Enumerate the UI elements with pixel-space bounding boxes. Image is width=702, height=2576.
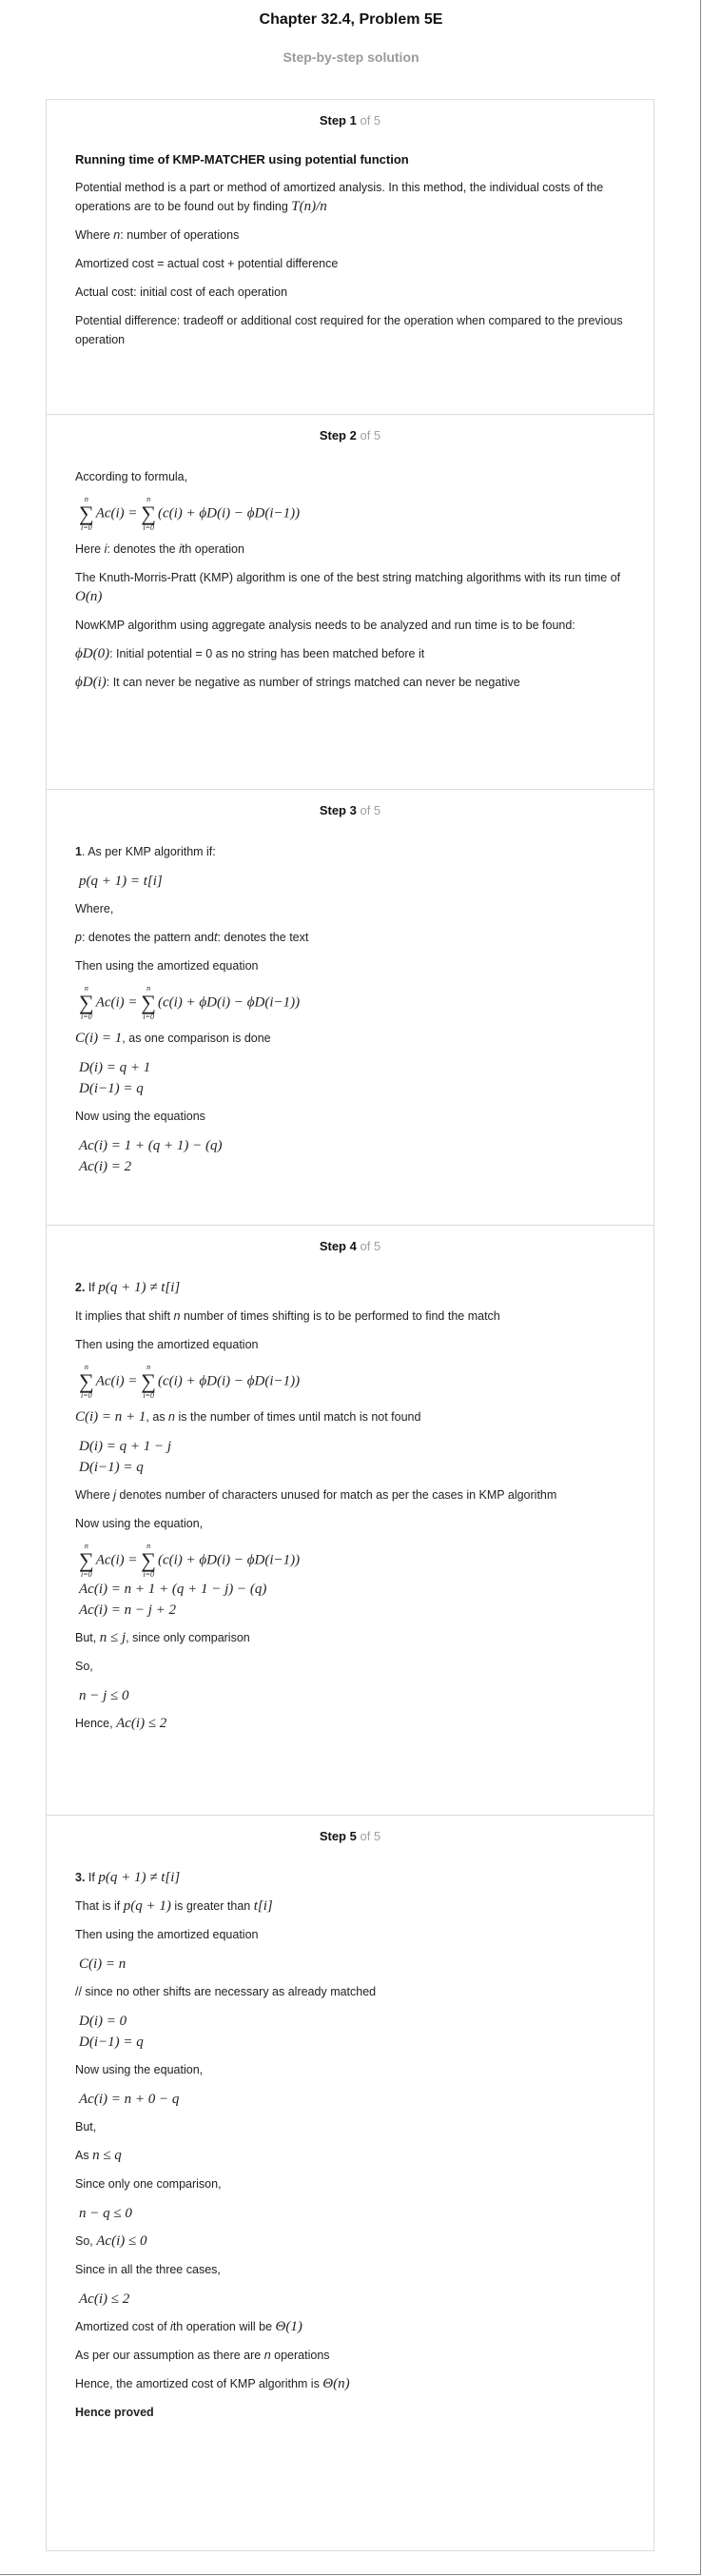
text: So,	[75, 2234, 97, 2248]
math-var: i	[170, 2320, 173, 2333]
text: As per our assumption as there are	[75, 2349, 264, 2362]
paragraph: Now using the equation,	[75, 1517, 204, 1530]
sum-symbol: n ∑ i=0	[141, 984, 156, 1021]
text: operations	[270, 2349, 330, 2362]
equation: D(i−1) = q	[79, 1081, 144, 1096]
sum-lower: i=0	[81, 1391, 92, 1400]
paragraph	[75, 1628, 625, 1647]
paragraph	[75, 1407, 625, 1426]
step-count: of 5	[360, 113, 381, 128]
step-5	[47, 1815, 653, 2550]
sum-upper: n	[84, 495, 88, 503]
paragraph	[75, 568, 625, 606]
math-var: i	[104, 542, 107, 556]
paragraph: Since in all the three cases,	[75, 2263, 221, 2276]
math: Ac(i) ≤ 0	[96, 2233, 147, 2249]
text: Where	[75, 228, 114, 242]
math-var: n	[263, 2349, 271, 2362]
sum-upper: n	[84, 1542, 88, 1550]
equation: n − j ≤ 0	[79, 1688, 129, 1703]
steps-panel	[46, 99, 654, 2551]
paragraph: // since no other shifts are necessary as already matched	[75, 1985, 377, 1998]
sum-upper: n	[84, 1363, 88, 1371]
step-header	[75, 113, 625, 128]
paragraph	[75, 644, 625, 663]
math: O(n)	[75, 589, 103, 604]
step-header	[75, 1239, 625, 1253]
sum-lower: i=0	[81, 1570, 92, 1579]
paragraph	[75, 842, 625, 861]
step-header	[75, 1829, 625, 1843]
math: (c(i) + ϕD(i) − ϕD(i−1))	[157, 994, 301, 1011]
math: Ac(i)	[95, 505, 125, 521]
sum-symbol: n ∑ i=0	[141, 495, 156, 532]
text: Here	[75, 542, 105, 556]
equation: D(i−1) = q	[79, 2035, 144, 2050]
paragraph: Then using the amortized equation	[75, 959, 259, 973]
paragraph	[75, 2146, 625, 2165]
text: That is if	[75, 1899, 124, 1913]
paragraph	[75, 1278, 625, 1297]
step-label: Step 1	[319, 113, 357, 128]
paragraph: Potential difference: tradeoff or additional cost required for the operation when compared to the previous operation	[75, 314, 623, 346]
equation: Ac(i) = 1 + (q + 1) − (q)	[79, 1138, 223, 1153]
paragraph	[75, 2346, 625, 2365]
paragraph: According to formula,	[75, 470, 188, 483]
conclusion: Hence proved	[75, 2406, 154, 2419]
section-heading: Running time of KMP-MATCHER using potential function	[75, 152, 409, 167]
equation: n ∑ i=0 Ac(i) = n ∑ i=0 (c(i) + ϕD(i) − ϕD(i−1))	[79, 984, 301, 1021]
text: But,	[75, 1631, 100, 1644]
paragraph	[75, 928, 625, 947]
step-1	[47, 100, 653, 414]
sum-lower: i=0	[143, 523, 154, 532]
math: n ≤ q	[92, 2148, 122, 2163]
text: If	[85, 1281, 99, 1294]
text: Amortized cost of	[75, 2320, 171, 2333]
text: th operation	[181, 542, 244, 556]
sum-symbol: n ∑ i=0	[79, 495, 94, 532]
text: Hence,	[75, 1717, 117, 1730]
math: (c(i) + ϕD(i) − ϕD(i−1))	[157, 505, 301, 521]
math: C(i) = 1	[75, 1031, 123, 1046]
math-var: t	[213, 931, 218, 944]
text: : denotes the	[107, 542, 180, 556]
equation: n − q ≤ 0	[79, 2206, 132, 2221]
text: Where	[75, 1488, 114, 1502]
text: , as one comparison is done	[122, 1032, 271, 1045]
math: n ≤ j	[99, 1630, 127, 1645]
equation: D(i) = q + 1	[79, 1060, 151, 1075]
text: The Knuth-Morris-Pratt (KMP) algorithm is one of the best string matching algorithms with its run time of	[75, 571, 621, 584]
equation: n ∑ i=0 Ac(i) = n ∑ i=0 (c(i) + ϕD(i) − ϕD(i−1))	[79, 495, 301, 532]
math-var: j	[113, 1488, 117, 1502]
paragraph: Where,	[75, 902, 114, 915]
step-header	[75, 428, 625, 442]
sum-upper: n	[146, 1542, 151, 1550]
paragraph	[75, 1714, 625, 1733]
math: Ac(i)	[95, 994, 125, 1011]
sum-symbol: n ∑ i=0	[79, 1542, 94, 1579]
sum-lower: i=0	[81, 1013, 92, 1021]
step-label: Step 4	[319, 1239, 357, 1253]
math-var: p	[75, 931, 82, 944]
paragraph: So,	[75, 1660, 93, 1673]
equation: Ac(i) = n + 1 + (q + 1 − j) − (q)	[79, 1582, 267, 1597]
sum-upper: n	[84, 984, 88, 993]
math: p(q + 1)	[123, 1898, 171, 1914]
paragraph: Then using the amortized equation	[75, 1928, 259, 1941]
text: 2.	[75, 1281, 86, 1294]
paragraph	[75, 1868, 625, 1887]
paragraph: Since only one comparison,	[75, 2177, 222, 2191]
text: Potential method is a part or method of amortized analysis. In this method, the individual costs of the operations are to be found out by finding	[75, 181, 604, 213]
text: : It can never be negative as number of strings matched can never be negative	[106, 676, 520, 689]
step-label: Step 5	[319, 1829, 357, 1843]
text: 3.	[75, 1871, 86, 1884]
sum-symbol: n ∑ i=0	[79, 1363, 94, 1400]
paragraph: Actual cost: initial cost of each operation	[75, 285, 288, 299]
text: 1	[75, 845, 82, 858]
sum-lower: i=0	[143, 1391, 154, 1400]
step-label: Step 2	[319, 428, 357, 442]
paragraph	[75, 1307, 625, 1326]
math: p(q + 1) ≠ t[i]	[98, 1870, 181, 1885]
equation: n ∑ i=0 Ac(i) = n ∑ i=0 (c(i) + ϕD(i) − ϕD(i−1))	[79, 1542, 301, 1579]
equation: Ac(i) ≤ 2	[79, 2291, 130, 2307]
paragraph	[75, 178, 625, 216]
equation: D(i) = 0	[79, 2014, 127, 2029]
math: p(q + 1) ≠ t[i]	[98, 1280, 181, 1295]
text: : number of operations	[120, 228, 240, 242]
sum-symbol: n ∑ i=0	[141, 1542, 156, 1579]
equation: p(q + 1) = t[i]	[79, 874, 163, 889]
text: : denotes the text	[217, 931, 309, 944]
paragraph: Now using the equation,	[75, 2063, 204, 2076]
text: As	[75, 2149, 93, 2162]
text: : Initial potential = 0 as no string has been matched before it	[109, 647, 425, 660]
sum-symbol: n ∑ i=0	[79, 984, 94, 1021]
paragraph: NowKMP algorithm using aggregate analysis needs to be analyzed and run time is to be found:	[75, 619, 575, 632]
math-var: n	[113, 228, 121, 242]
equation: Ac(i) = n + 0 − q	[79, 2092, 180, 2107]
math: Ac(i)	[95, 1552, 125, 1568]
paragraph	[75, 673, 625, 692]
paragraph	[75, 2374, 625, 2393]
equation: Ac(i) = 2	[79, 1159, 132, 1174]
sum-upper: n	[146, 1363, 151, 1371]
sum-lower: i=0	[143, 1013, 154, 1021]
math: t[i]	[253, 1898, 273, 1914]
step-2	[47, 414, 653, 789]
step-header	[75, 803, 625, 817]
math-var: n	[168, 1410, 175, 1424]
math: Θ(1)	[275, 2319, 302, 2334]
step-count: of 5	[360, 428, 381, 442]
math: ϕD(0)	[75, 646, 110, 661]
text: . As per KMP algorithm if:	[81, 845, 216, 858]
math: Ac(i)	[95, 1373, 125, 1389]
sum-upper: n	[146, 495, 151, 503]
paragraph: But,	[75, 2120, 97, 2134]
equation: C(i) = n	[79, 1957, 127, 1972]
text: : denotes the pattern and	[81, 931, 214, 944]
math-var: n	[173, 1309, 181, 1323]
math: (c(i) + ϕD(i) − ϕD(i−1))	[157, 1552, 301, 1568]
sum-symbol: n ∑ i=0	[141, 1363, 156, 1400]
text: It implies that shift	[75, 1309, 174, 1323]
math: (c(i) + ϕD(i) − ϕD(i−1))	[157, 1373, 301, 1389]
page-title: Chapter 32.4, Problem 5E	[259, 11, 443, 28]
text: is greater than	[170, 1899, 254, 1913]
step-count: of 5	[360, 1239, 381, 1253]
paragraph	[75, 1897, 625, 1916]
sum-upper: n	[146, 984, 151, 993]
equation: n ∑ i=0 Ac(i) = n ∑ i=0 (c(i) + ϕD(i) − ϕD(i−1))	[79, 1363, 301, 1400]
text: Hence, the amortized cost of KMP algorithm is	[75, 2377, 323, 2390]
text: denotes number of characters unused for match as per the cases in KMP algorithm	[116, 1488, 557, 1502]
text: th operation will be	[172, 2320, 276, 2333]
equation: Ac(i) = n − j + 2	[79, 1603, 177, 1618]
equation: D(i−1) = q	[79, 1460, 144, 1475]
sum-lower: i=0	[81, 523, 92, 532]
step-3	[47, 789, 653, 1225]
sum-lower: i=0	[143, 1570, 154, 1579]
text: , as	[146, 1410, 169, 1424]
paragraph	[75, 540, 625, 559]
equation: D(i) = q + 1 − j	[79, 1439, 172, 1454]
solution-subtitle: Step-by-step solution	[283, 49, 419, 65]
paragraph	[75, 1029, 625, 1048]
text: number of times shifting is to be performed to find the match	[180, 1309, 500, 1323]
text: is the number of times until match is not found	[175, 1410, 421, 1424]
paragraph	[75, 1485, 625, 1504]
math: T(n)/n	[291, 199, 327, 214]
text: , since only comparison	[126, 1631, 250, 1644]
paragraph	[75, 226, 625, 245]
step-count: of 5	[360, 1829, 381, 1843]
paragraph: Amortized cost = actual cost + potential difference	[75, 257, 339, 270]
step-label: Step 3	[319, 803, 357, 817]
text: If	[85, 1871, 99, 1884]
paragraph	[75, 2317, 625, 2336]
step-count: of 5	[360, 803, 381, 817]
paragraph: Then using the amortized equation	[75, 1338, 259, 1351]
math: C(i) = n + 1	[75, 1409, 146, 1425]
paragraph	[75, 2232, 625, 2251]
math: Θ(n)	[322, 2376, 350, 2391]
math: Ac(i) ≤ 2	[116, 1716, 167, 1731]
math-var: i	[179, 542, 182, 556]
step-4	[47, 1225, 653, 1815]
paragraph: Now using the equations	[75, 1110, 205, 1123]
math: ϕD(i)	[75, 675, 107, 690]
